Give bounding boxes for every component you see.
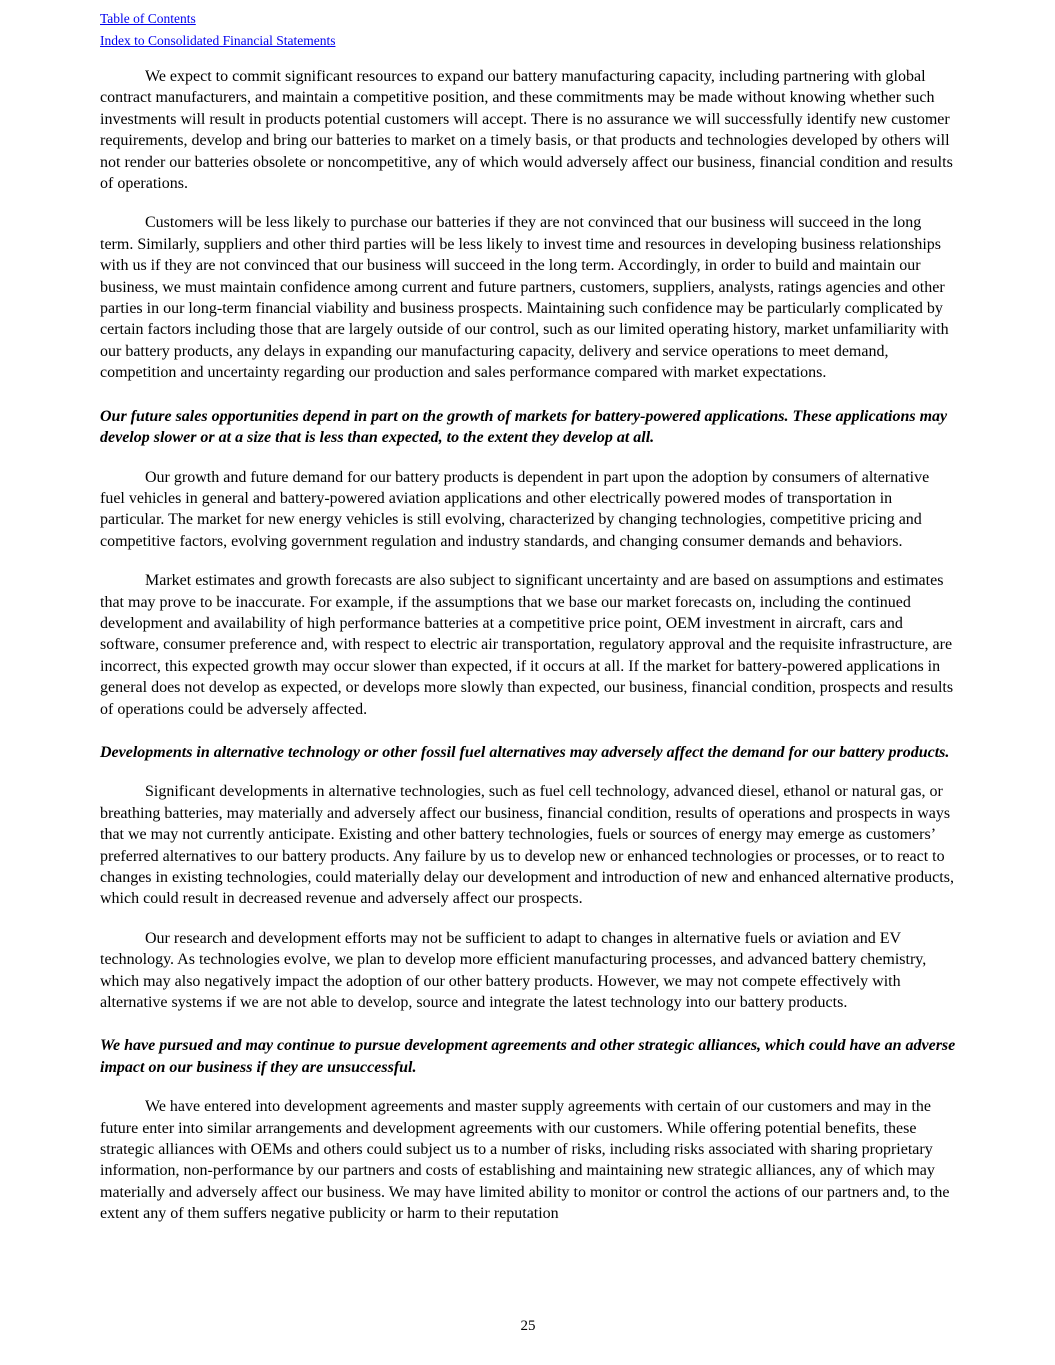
table-of-contents-link[interactable]: Table of Contents	[100, 11, 196, 26]
paragraph-growth-and-demand: Our growth and future demand for our battery products is dependent in part upon the adoption by consumers of alternative fuel vehicles in general and battery-powered aviation applications and other electrically powered modes of transportation in particular. The market for new energy vehicles is still evolving, characterized by changing technologies, competitive pricing and competitive factors, evolving government regulation and industry standards, and changing consumer demands and behaviors.	[100, 468, 930, 550]
heading-future-sales-opportunities: Our future sales opportunities depend in part on the growth of markets for battery-powered applications. These applications may develop slower or at a size that is less than expected, to the extent they develop at all.	[100, 407, 948, 447]
page-number: 25	[520, 1318, 536, 1334]
heading-alternative-technology: Developments in alternative technology or other fossil fuel alternatives may adversely affect the demand for our battery products.	[100, 743, 950, 761]
heading-development-agreements: We have pursued and may continue to pursue development agreements and other strategic alliances, which could have an adverse impact on our business if they are unsuccessful.	[100, 1037, 956, 1076]
paragraph-manufacturing-capacity: We expect to commit significant resources to expand our battery manufacturing capacity, including partnering with global contract manufacturers, and maintain a competitive position, and these commitments may be made without knowing whether such investments will result in products potential customers will accept. There is no assurance we will successfully identify new customer requirements, develop and bring our batteries to market on a timely basis, or that products and technologies developed by others will not render our batteries obsolete or noncompetitive, any of which would adversely affect our business, financial condition and results of operations.	[100, 68, 953, 193]
paragraph-significant-developments: Significant developments in alternative technologies, such as fuel cell technology, advanced diesel, ethanol or natural gas, or breathing batteries, may materially and adversely affect our business, financial condition, results of operations and prospects in ways that we may not currently anticipate. Existing and other battery technologies, fuels or sources of energy may emerge as customers’ preferred alternatives to our battery products. Any failure by us to develop new or enhanced technologies or processes, or to react to changes in existing technologies, could materially delay our development and introduction of new and enhanced alternative products, which could result in decreased revenue and adversely affect our prospects.	[100, 783, 954, 908]
document-content	[100, 8, 956, 1225]
paragraph-customer-confidence: Customers will be less likely to purchase our batteries if they are not convinced that our business will succeed in the long term. Similarly, suppliers and other third parties will be less likely to invest time and resources in developing business relationships with us if they are not convinced that our business will succeed in the long term. Accordingly, in order to build and maintain our business, we must maintain confidence among current and future partners, customers, suppliers, analysts, ratings agencies and other parties in our long-term financial viability and business prospects. Maintaining such confidence may be particularly complicated by certain factors including those that are largely outside of our control, such as our limited operating history, market unfamiliarity with our battery products, any delays in expanding our manufacturing capacity, delivery and service operations to meet demand, competition and uncertainty regarding our production and sales performance compared with market expectations.	[100, 214, 949, 382]
paragraph-market-estimates: Market estimates and growth forecasts are also subject to significant uncertainty and are based on assumptions and estimates that may prove to be inaccurate. For example, if the assumptions that we base our market forecasts on, including the continued development and availability of high performance batteries at a competitive price point, OEM investment in aircraft, cars and software, consumer preference and, with respect to electric air transportation, regulatory approval and the requisite infrastructure, are incorrect, this expected growth may occur slower than expected, if it occurs at all. If the market for battery-powered applications in general does not develop as expected, or develops more slowly than expected, our business, financial condition, prospects and results of operations could be adversely affected.	[100, 572, 954, 718]
header-links	[100, 8, 956, 52]
paragraph-research-development: Our research and development efforts may not be sufficient to adapt to changes in alternative fuels or aviation and EV technology. As technologies evolve, we plan to develop more efficient manufacturing processes, and advanced battery chemistry, which may also negatively impact the adoption of our other battery products. However, we may not compete effectively with alternative systems if we are not able to develop, source and integrate the latest technology into our battery products.	[100, 929, 927, 1012]
index-financial-statements-link[interactable]: Index to Consolidated Financial Statements	[100, 33, 336, 48]
paragraph-development-agreements: We have entered into development agreements and master supply agreements with certain of our customers and may in the future enter into similar arrangements and development agreements with our customers. While offering potential benefits, these strategic alliances with OEMs and others could subject us to a number of risks, including risks associated with sharing proprietary information, non-performance by our partners and costs of establishing and maintaining new strategic alliances, any of which may materially and adversely affect our business. We may have limited ability to monitor or control the actions of our partners and, to the extent any of them suffers negative publicity or harm to their reputation	[100, 1098, 950, 1223]
